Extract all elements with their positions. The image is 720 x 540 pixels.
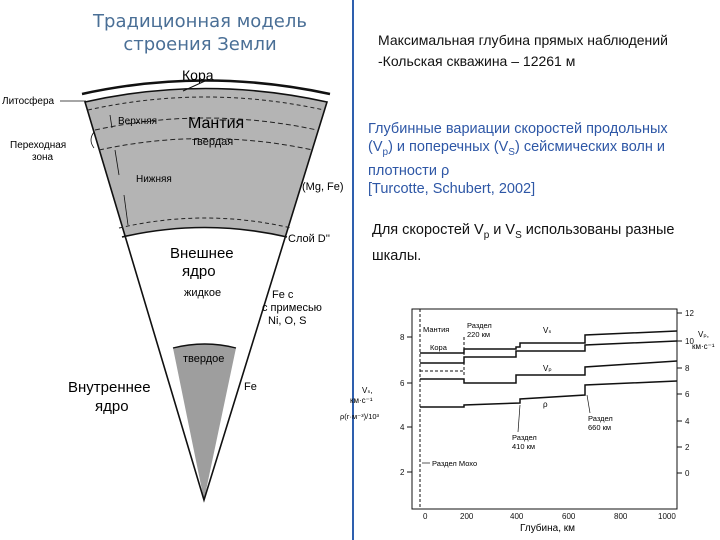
- x-axis-label: Глубина, км: [520, 523, 576, 534]
- vp-curve-lower: [420, 341, 677, 363]
- label-liquid: жидкое: [184, 287, 222, 299]
- label-inner-2: ядро: [95, 398, 129, 415]
- velocity-depth-chart: [340, 295, 720, 540]
- label-fe-with-3: Ni, O, S: [268, 315, 307, 327]
- title-line-1: Традиционная модель: [93, 11, 307, 32]
- label-mantiya: Мантия: [188, 115, 245, 132]
- label-fe-with-2: с примесью: [262, 302, 322, 314]
- kola-text: Максимальная глубина прямых наблюдений -Кольская скважина – 12261 м: [378, 32, 668, 69]
- transition-bracket: [91, 132, 94, 148]
- right-tick-label: 8: [685, 364, 690, 373]
- label-solid: твердая: [192, 136, 234, 148]
- label-transition-2: зона: [32, 152, 54, 163]
- scales-vs-subscript: S: [515, 229, 522, 241]
- razdel-410-line1: Раздел: [512, 433, 537, 442]
- left-tick-label: 4: [400, 423, 405, 432]
- arrow-660: [587, 395, 590, 413]
- scales-part-c: использованы разные шкалы.: [372, 222, 675, 264]
- variations-part-a: Глубинные вариации скоростей продольных (V: [368, 121, 668, 155]
- label-d-layer: Слой D'': [288, 233, 330, 245]
- right-tick-label: 0: [685, 469, 690, 478]
- x-tick-label: 0: [423, 512, 428, 521]
- title-line-2: строения Земли: [123, 34, 277, 55]
- density-curve: [420, 381, 677, 407]
- razdel-410-line2: 410 км: [512, 442, 536, 451]
- left-tick-label: 6: [400, 379, 405, 388]
- label-litosfera: Литосфера: [2, 96, 55, 107]
- left-tick-label: 2: [400, 468, 405, 477]
- right-tick-label: 2: [685, 443, 690, 452]
- right-tick-label: 10: [685, 337, 694, 346]
- rho-label: ρ: [543, 400, 548, 409]
- label-kora: Кора: [182, 67, 214, 83]
- label-upper: Верхняя: [118, 116, 158, 127]
- right-axis-line-1: Vₚ,: [698, 330, 709, 339]
- label-transition-1: Переходная: [10, 140, 67, 151]
- left-axis-line-3: ρ(г·м⁻³)/10³: [340, 412, 380, 421]
- citation: [Turcotte, Schubert, 2002]: [368, 180, 536, 197]
- plot-frame: [412, 309, 677, 509]
- razdel-220-line1: Раздел: [467, 321, 492, 330]
- vs-subscript: S: [508, 146, 515, 158]
- right-tick-label: 4: [685, 417, 690, 426]
- label-fe-with-1: Fe с: [272, 289, 294, 301]
- left-axis-line-2: км·с⁻¹: [350, 396, 373, 405]
- arrow-410: [518, 405, 520, 432]
- variations-text: [368, 120, 678, 198]
- razdel-220-line2: 220 км: [467, 330, 491, 339]
- right-tick-label: 6: [685, 390, 690, 399]
- scales-text: [372, 220, 702, 267]
- razdel-660-line2: 660 км: [588, 423, 612, 432]
- vp-label: Vₛ: [543, 326, 552, 335]
- label-fe: Fe: [244, 381, 257, 393]
- right-axis-line-2: км·с⁻¹: [692, 342, 715, 351]
- mantle-annotation: Мантия: [423, 325, 450, 334]
- x-tick-label: 400: [510, 512, 524, 521]
- left-tick-label: 8: [400, 333, 405, 342]
- x-tick-label: 1000: [658, 512, 676, 521]
- crust-annotation: Кора: [430, 343, 447, 352]
- label-lower: Нижняя: [136, 174, 172, 185]
- variations-part-c: ) сейсмических волн и плотности ρ: [368, 139, 666, 179]
- variations-part-b: ) и поперечных (V: [388, 139, 509, 155]
- label-outer-2: ядро: [182, 263, 216, 280]
- label-inner-1: Внутреннее: [68, 379, 151, 396]
- x-tick-label: 800: [614, 512, 628, 521]
- moho-annotation: Раздел Мохо: [432, 459, 478, 468]
- scales-vp-subscript: p: [483, 229, 490, 241]
- right-tick-label: 12: [685, 309, 694, 318]
- x-tick-label: 600: [562, 512, 576, 521]
- scales-part-b: и V: [489, 222, 516, 238]
- label-mg-fe: (Mg, Fe): [302, 181, 344, 193]
- vp-subscript: p: [382, 146, 389, 158]
- label-solid-core: твердое: [183, 353, 225, 365]
- x-tick-label: 200: [460, 512, 474, 521]
- left-axis-line-1: Vₛ,: [362, 386, 373, 395]
- vs-label: Vₚ: [543, 364, 552, 373]
- scales-part-a: Для скоростей V: [372, 222, 484, 238]
- label-outer-1: Внешнее: [170, 245, 234, 262]
- razdel-660-line1: Раздел: [588, 414, 613, 423]
